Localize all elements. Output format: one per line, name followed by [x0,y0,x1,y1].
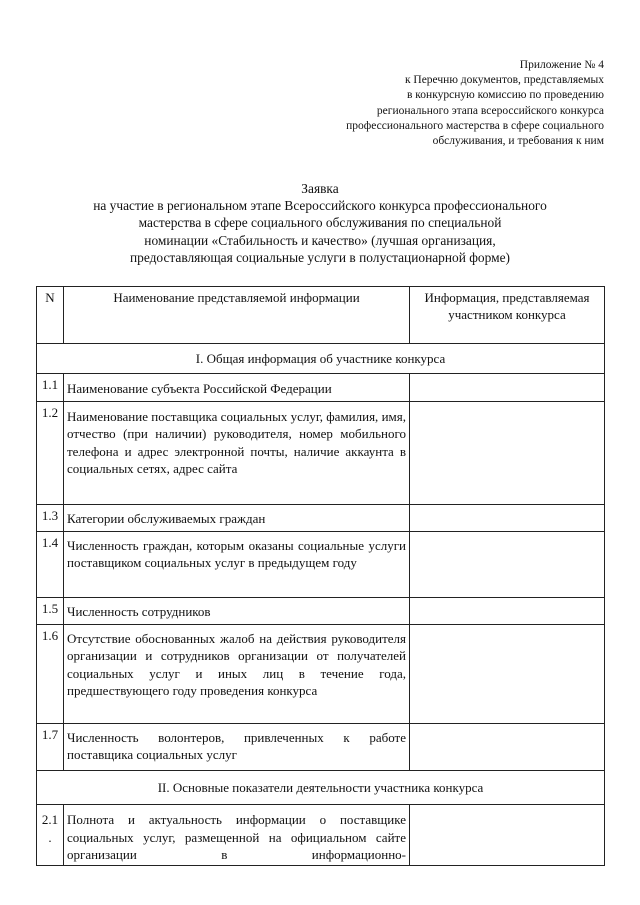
appendix-line: профессионального мастерства в сфере социального [346,119,604,132]
appendix-line: обслуживания, и требования к ним [432,135,604,148]
table-row [37,625,605,724]
row-number: 1.5 [37,598,64,625]
row-value-cell[interactable] [410,724,605,771]
row-value-cell[interactable] [410,505,605,532]
section-row [37,344,605,374]
row-text: Численность граждан, которым оказаны социальные услуги поставщиком социальных услуг в предыдущем году [64,532,410,598]
appendix-line: к Перечню документов, представляемых [404,74,604,87]
application-form-table [36,286,605,866]
row-value-cell[interactable] [410,625,605,724]
row-number: 2.1 . [37,805,64,866]
header-name: Наименование представляемой информации [64,287,410,344]
row-value-cell[interactable] [410,598,605,625]
title-line: номинации «Стабильность и качество» (лучшая организация, [144,232,496,248]
title-line: предоставляющая социальные услуги в полустационарной форме) [129,249,510,265]
appendix-line: регионального этапа всероссийского конкурса [376,104,604,117]
row-value-cell[interactable] [410,805,605,866]
table-row [37,374,605,402]
row-text: Численность волонтеров, привлеченных к работе поставщика социальных услуг [64,724,410,771]
section-row [37,771,605,805]
row-number: 1.7 [37,724,64,771]
table-row [37,532,605,598]
header-info: Информация, представляемая участником конкурса [410,287,605,344]
title-line: на участие в региональном этапе Всероссийского конкурса профессионального [93,198,547,214]
row-number: 1.4 [37,532,64,598]
document-title [40,180,600,266]
appendix-note [274,58,604,149]
appendix-line: в конкурсную комиссию по проведению [406,89,604,102]
row-number: 1.2 [37,402,64,505]
row-text: Наименование поставщика социальных услуг, фамилия, имя, отчество (при наличии) руководителя, номер мобильного телефона и адрес электронной почты, наличие аккаунта в социальных сетях, адрес сайта [64,402,410,505]
title-line: мастерства в сфере социального обслуживания по специальной [138,215,502,231]
row-value-cell[interactable] [410,374,605,402]
row-value-cell[interactable] [410,402,605,505]
table-row [37,402,605,505]
table-row [37,598,605,625]
row-number: 1.1 [37,374,64,402]
row-text: Категории обслуживаемых граждан [64,505,410,532]
table-row [37,805,605,866]
table-header-row [37,287,605,344]
table-row [37,724,605,771]
table-row [37,505,605,532]
row-text: Численность сотрудников [64,598,410,625]
row-number: 1.6 [37,625,64,724]
row-number: 1.3 [37,505,64,532]
title-line: Заявка [301,181,339,196]
row-value-cell[interactable] [410,532,605,598]
row-text: Наименование субъекта Российской Федерации [64,374,410,402]
appendix-line: Приложение № 4 [519,59,604,71]
section-title: II. Основные показатели деятельности участника конкурса [37,771,605,805]
row-text: Полнота и актуальность информации о поставщике социальных услуг, размещенной на официальном сайте организации в информационно- [64,805,410,866]
section-title: I. Общая информация об участнике конкурса [37,344,605,374]
header-n: N [37,287,64,344]
row-text: Отсутствие обоснованных жалоб на действия руководителя организации и сотрудников организации от получателей социальных услуг и иных лиц в течение года, предшествующего году проведения конкурса [64,625,410,724]
